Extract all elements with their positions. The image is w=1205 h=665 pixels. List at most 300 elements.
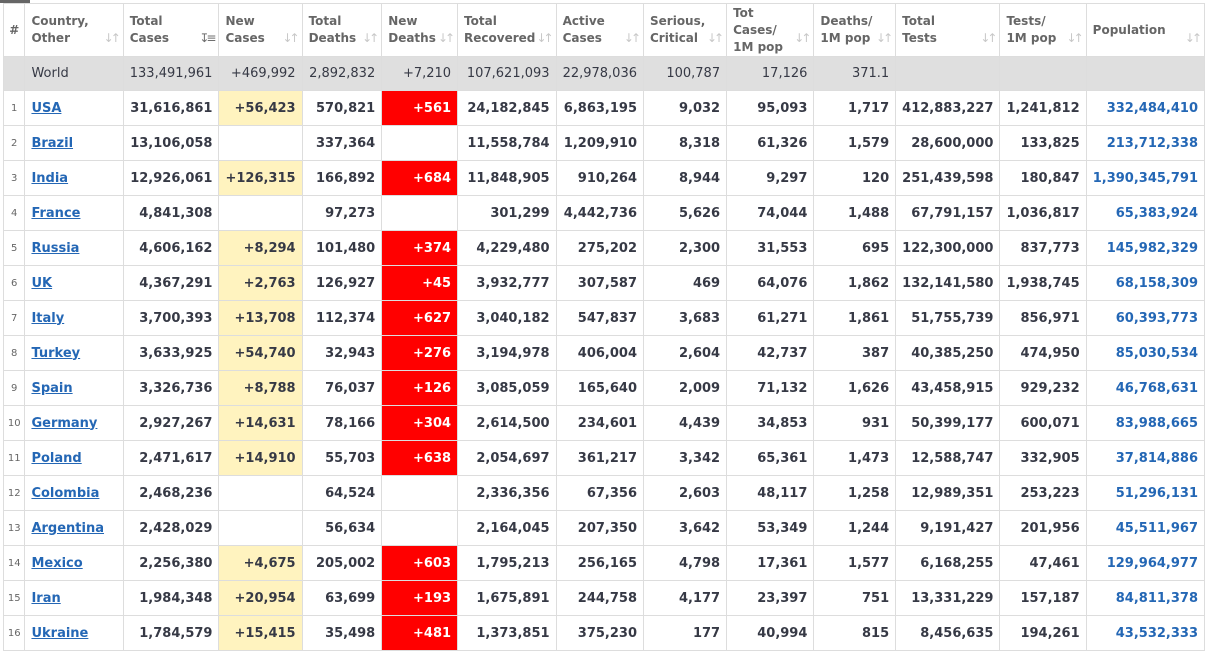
cases-per-1m-cell: 64,076 <box>727 266 814 301</box>
tests-per-1m-cell: 47,461 <box>1000 546 1086 581</box>
total-tests-cell: 8,456,635 <box>896 616 1000 651</box>
active-cases-cell: 307,587 <box>556 266 643 301</box>
table-row <box>4 581 1205 616</box>
cases-per-1m-cell: 23,397 <box>727 581 814 616</box>
country-cell <box>25 336 123 371</box>
sort-arrows-icon[interactable]: ↓↑ <box>103 31 118 45</box>
total-recovered-cell: 2,336,356 <box>458 476 557 511</box>
table-row <box>4 546 1205 581</box>
total-cases-cell: 31,616,861 <box>123 91 219 126</box>
new-deaths-cell: +304 <box>382 406 458 441</box>
cases-per-1m-cell: 95,093 <box>727 91 814 126</box>
table-row <box>4 616 1205 651</box>
country-link[interactable]: Spain <box>31 380 73 396</box>
deaths-per-1m-cell: 1,717 <box>814 91 896 126</box>
total-tests-cell: 51,755,739 <box>896 301 1000 336</box>
population-cell: 37,814,886 <box>1086 441 1204 476</box>
deaths-per-1m-cell: 1,626 <box>814 371 896 406</box>
serious-critical-cell: 177 <box>644 616 727 651</box>
tests-per-1m-cell: 929,232 <box>1000 371 1086 406</box>
country-cell <box>25 371 123 406</box>
total-cases-cell: 3,700,393 <box>123 301 219 336</box>
new-deaths-cell: +374 <box>382 231 458 266</box>
tests-per-1m-cell: 1,938,745 <box>1000 266 1086 301</box>
active-cases-cell: 67,356 <box>556 476 643 511</box>
new-deaths-cell <box>382 511 458 546</box>
new-cases-cell: +20,954 <box>219 581 302 616</box>
country-cell <box>25 616 123 651</box>
table-row <box>4 476 1205 511</box>
cases-per-1m-cell: 71,132 <box>727 371 814 406</box>
total-deaths-cell: 112,374 <box>302 301 382 336</box>
new-cases-cell <box>219 126 302 161</box>
country-link[interactable]: Iran <box>31 590 61 606</box>
row-index: 1 <box>4 91 25 126</box>
column-header-label: New Cases <box>225 14 265 45</box>
new-cases-cell: +15,415 <box>219 616 302 651</box>
column-header-label: Total Recovered <box>464 14 536 45</box>
deaths-per-1m-cell: 815 <box>814 616 896 651</box>
total-cases-cell: 3,326,736 <box>123 371 219 406</box>
new-cases-cell <box>219 511 302 546</box>
row-index: 13 <box>4 511 25 546</box>
country-link[interactable]: Argentina <box>31 520 105 536</box>
country-link[interactable]: India <box>31 170 69 186</box>
tests-per-1m-cell: 253,223 <box>1000 476 1086 511</box>
total-recovered-cell: 11,848,905 <box>458 161 557 196</box>
total-recovered-cell: 1,675,891 <box>458 581 557 616</box>
total-tests-cell: 50,399,177 <box>896 406 1000 441</box>
serious-critical-cell: 2,604 <box>644 336 727 371</box>
population-cell: 83,988,665 <box>1086 406 1204 441</box>
active-cases-cell: 234,601 <box>556 406 643 441</box>
tests-per-1m-cell: 600,071 <box>1000 406 1086 441</box>
total-tests-cell: 122,300,000 <box>896 231 1000 266</box>
row-index: 11 <box>4 441 25 476</box>
column-header-index[interactable] <box>4 4 25 57</box>
row-index: 7 <box>4 301 25 336</box>
country-link[interactable]: Brazil <box>31 135 74 151</box>
population-cell: 85,030,534 <box>1086 336 1204 371</box>
new-deaths-cell <box>382 126 458 161</box>
population-cell: 84,811,378 <box>1086 581 1204 616</box>
tests-per-1m-cell: 474,950 <box>1000 336 1086 371</box>
sort-desc-icon[interactable]: ↧≡ <box>199 31 214 45</box>
total-deaths-cell: 97,273 <box>302 196 382 231</box>
column-header-country[interactable] <box>25 4 123 57</box>
deaths-per-1m-cell: 120 <box>814 161 896 196</box>
row-index: 12 <box>4 476 25 511</box>
deaths-per-1m-cell: 387 <box>814 336 896 371</box>
population-cell: 45,511,967 <box>1086 511 1204 546</box>
new-cases-cell: +56,423 <box>219 91 302 126</box>
population-cell: 43,532,333 <box>1086 616 1204 651</box>
tests-per-1m-cell: 180,847 <box>1000 161 1086 196</box>
sort-arrows-icon[interactable]: ↓↑ <box>536 31 551 45</box>
sort-arrows-icon[interactable]: ↓↑ <box>794 31 809 45</box>
world-total-cases: 133,491,961 <box>123 57 219 91</box>
population-cell: 65,383,924 <box>1086 196 1204 231</box>
world-population <box>1086 57 1204 91</box>
country-cell <box>25 581 123 616</box>
new-deaths-cell: +481 <box>382 616 458 651</box>
tests-per-1m-cell: 201,956 <box>1000 511 1086 546</box>
table-row <box>4 231 1205 266</box>
total-deaths-cell: 76,037 <box>302 371 382 406</box>
total-recovered-cell: 3,932,777 <box>458 266 557 301</box>
deaths-per-1m-cell: 931 <box>814 406 896 441</box>
active-cases-cell: 165,640 <box>556 371 643 406</box>
population-cell: 51,296,131 <box>1086 476 1204 511</box>
total-recovered-cell: 2,614,500 <box>458 406 557 441</box>
serious-critical-cell: 4,798 <box>644 546 727 581</box>
world-total-recovered: 107,621,093 <box>458 57 557 91</box>
new-deaths-cell <box>382 196 458 231</box>
active-cases-cell: 6,863,195 <box>556 91 643 126</box>
total-tests-cell: 12,989,351 <box>896 476 1000 511</box>
population-cell: 213,712,338 <box>1086 126 1204 161</box>
new-deaths-cell: +638 <box>382 441 458 476</box>
total-recovered-cell: 1,795,213 <box>458 546 557 581</box>
cases-per-1m-cell: 31,553 <box>727 231 814 266</box>
country-link[interactable]: Russia <box>31 240 80 256</box>
table-row <box>4 161 1205 196</box>
deaths-per-1m-cell: 1,861 <box>814 301 896 336</box>
total-deaths-cell: 55,703 <box>302 441 382 476</box>
tests-per-1m-cell: 133,825 <box>1000 126 1086 161</box>
sort-arrows-icon[interactable]: ↓↑ <box>980 31 995 45</box>
total-deaths-cell: 101,480 <box>302 231 382 266</box>
active-cases-cell: 207,350 <box>556 511 643 546</box>
new-cases-cell: +13,708 <box>219 301 302 336</box>
new-cases-cell: +14,910 <box>219 441 302 476</box>
country-cell <box>25 231 123 266</box>
cases-per-1m-cell: 34,853 <box>727 406 814 441</box>
new-cases-cell <box>219 476 302 511</box>
new-deaths-cell: +684 <box>382 161 458 196</box>
serious-critical-cell: 2,009 <box>644 371 727 406</box>
tests-per-1m-cell: 1,241,812 <box>1000 91 1086 126</box>
country-cell <box>25 301 123 336</box>
new-deaths-cell: +193 <box>382 581 458 616</box>
column-header-label: Tests/ 1M pop <box>1006 14 1057 45</box>
serious-critical-cell: 8,944 <box>644 161 727 196</box>
total-deaths-cell: 63,699 <box>302 581 382 616</box>
table-row <box>4 511 1205 546</box>
population-cell: 68,158,309 <box>1086 266 1204 301</box>
total-cases-cell: 2,468,236 <box>123 476 219 511</box>
total-tests-cell: 13,331,229 <box>896 581 1000 616</box>
sort-arrows-icon[interactable]: ↓↑ <box>282 31 297 45</box>
column-header-label: Deaths/ 1M pop <box>820 14 873 45</box>
table-row <box>4 126 1205 161</box>
total-deaths-cell: 32,943 <box>302 336 382 371</box>
deaths-per-1m-cell: 751 <box>814 581 896 616</box>
sort-arrows-icon[interactable]: ↓↑ <box>876 31 891 45</box>
cases-per-1m-cell: 65,361 <box>727 441 814 476</box>
column-header-total-recovered[interactable] <box>458 4 557 57</box>
total-cases-cell: 4,606,162 <box>123 231 219 266</box>
world-new-cases: +469,992 <box>219 57 302 91</box>
row-index: 9 <box>4 371 25 406</box>
column-header-total-tests[interactable] <box>896 4 1000 57</box>
column-header-label: Total Tests <box>902 14 937 45</box>
sort-arrows-icon[interactable]: ↓↑ <box>706 31 722 45</box>
total-tests-cell: 9,191,427 <box>896 511 1000 546</box>
new-deaths-cell: +627 <box>382 301 458 336</box>
serious-critical-cell: 8,318 <box>644 126 727 161</box>
cases-per-1m-cell: 61,326 <box>727 126 814 161</box>
row-index: 2 <box>4 126 25 161</box>
tests-per-1m-cell: 1,036,817 <box>1000 196 1086 231</box>
total-tests-cell: 412,883,227 <box>896 91 1000 126</box>
new-deaths-cell: +126 <box>382 371 458 406</box>
serious-critical-cell: 9,032 <box>644 91 727 126</box>
country-cell <box>25 266 123 301</box>
column-header-label: Total Cases <box>129 14 170 45</box>
country-link[interactable]: USA <box>31 100 62 116</box>
new-deaths-cell: +45 <box>382 266 458 301</box>
world-total-deaths: 2,892,832 <box>302 57 382 91</box>
total-recovered-cell: 4,229,480 <box>458 231 557 266</box>
serious-critical-cell: 469 <box>644 266 727 301</box>
new-cases-cell: +2,763 <box>219 266 302 301</box>
country-link[interactable]: Ukraine <box>31 625 89 641</box>
covid-stats-table <box>3 3 1205 651</box>
active-cases-cell: 547,837 <box>556 301 643 336</box>
country-cell <box>25 91 123 126</box>
country-link[interactable]: Colombia <box>31 485 100 501</box>
total-recovered-cell: 24,182,845 <box>458 91 557 126</box>
country-cell <box>25 511 123 546</box>
column-header-total-deaths[interactable] <box>302 4 382 57</box>
population-cell: 145,982,329 <box>1086 231 1204 266</box>
column-header-new-deaths[interactable] <box>382 4 458 57</box>
column-header-label: Population <box>1092 22 1166 37</box>
tests-per-1m-cell: 157,187 <box>1000 581 1086 616</box>
total-cases-cell: 13,106,058 <box>123 126 219 161</box>
new-cases-cell: +126,315 <box>219 161 302 196</box>
country-link[interactable]: Italy <box>31 310 65 326</box>
column-header-label: Total Deaths <box>308 14 357 45</box>
country-cell <box>25 546 123 581</box>
total-recovered-cell: 1,373,851 <box>458 616 557 651</box>
deaths-per-1m-cell: 1,577 <box>814 546 896 581</box>
total-tests-cell: 28,600,000 <box>896 126 1000 161</box>
total-cases-cell: 2,256,380 <box>123 546 219 581</box>
table-row <box>4 266 1205 301</box>
serious-critical-cell: 3,342 <box>644 441 727 476</box>
column-header-label: # <box>9 22 20 37</box>
table-row <box>4 371 1205 406</box>
total-recovered-cell: 3,040,182 <box>458 301 557 336</box>
column-header-population[interactable] <box>1086 4 1204 57</box>
total-cases-cell: 4,841,308 <box>123 196 219 231</box>
total-deaths-cell: 166,892 <box>302 161 382 196</box>
column-header-tests-per-1m[interactable] <box>1000 4 1086 57</box>
column-header-label: Serious, Critical <box>650 14 706 45</box>
column-header-label: Tot Cases/ 1M pop <box>733 5 783 54</box>
deaths-per-1m-cell: 1,244 <box>814 511 896 546</box>
total-cases-cell: 1,784,579 <box>123 616 219 651</box>
deaths-per-1m-cell: 1,258 <box>814 476 896 511</box>
total-cases-cell: 12,926,061 <box>123 161 219 196</box>
population-cell: 1,390,345,791 <box>1086 161 1204 196</box>
row-index: 4 <box>4 196 25 231</box>
total-deaths-cell: 337,364 <box>302 126 382 161</box>
sort-arrows-icon[interactable]: ↓↑ <box>623 31 638 45</box>
cases-per-1m-cell: 42,737 <box>727 336 814 371</box>
deaths-per-1m-cell: 1,473 <box>814 441 896 476</box>
total-recovered-cell: 301,299 <box>458 196 557 231</box>
new-deaths-cell <box>382 476 458 511</box>
table-row <box>4 301 1205 336</box>
country-link[interactable]: France <box>31 205 81 221</box>
cases-per-1m-cell: 17,361 <box>727 546 814 581</box>
world-total-row <box>4 57 1205 91</box>
sort-arrows-icon[interactable]: ↓↑ <box>1184 31 1199 45</box>
row-index: 3 <box>4 161 25 196</box>
new-cases-cell: +14,631 <box>219 406 302 441</box>
country-cell <box>25 126 123 161</box>
row-index: 6 <box>4 266 25 301</box>
total-cases-cell: 2,471,617 <box>123 441 219 476</box>
country-link[interactable]: UK <box>31 275 53 291</box>
column-header-label: New Deaths <box>388 14 436 45</box>
new-cases-cell <box>219 196 302 231</box>
total-tests-cell: 132,141,580 <box>896 266 1000 301</box>
world-active-cases: 22,978,036 <box>556 57 643 91</box>
table-row <box>4 91 1205 126</box>
total-tests-cell: 40,385,250 <box>896 336 1000 371</box>
sort-arrows-icon[interactable]: ↓↑ <box>362 31 377 45</box>
country-cell <box>25 406 123 441</box>
country-cell <box>25 476 123 511</box>
table-row <box>4 336 1205 371</box>
deaths-per-1m-cell: 1,862 <box>814 266 896 301</box>
total-recovered-cell: 3,194,978 <box>458 336 557 371</box>
serious-critical-cell: 4,439 <box>644 406 727 441</box>
country-link[interactable]: Mexico <box>31 555 83 571</box>
world-cases-per-1m: 17,126 <box>727 57 814 91</box>
total-tests-cell: 43,458,915 <box>896 371 1000 406</box>
world-new-deaths: +7,210 <box>382 57 458 91</box>
total-deaths-cell: 126,927 <box>302 266 382 301</box>
total-deaths-cell: 64,524 <box>302 476 382 511</box>
new-cases-cell: +8,788 <box>219 371 302 406</box>
total-cases-cell: 2,927,267 <box>123 406 219 441</box>
total-recovered-cell: 2,164,045 <box>458 511 557 546</box>
table-row <box>4 196 1205 231</box>
total-tests-cell: 67,791,157 <box>896 196 1000 231</box>
country-cell <box>25 161 123 196</box>
column-header-deaths-per-1m[interactable] <box>814 4 896 57</box>
active-cases-cell: 910,264 <box>556 161 643 196</box>
active-cases-cell: 256,165 <box>556 546 643 581</box>
row-index: 14 <box>4 546 25 581</box>
deaths-per-1m-cell: 1,579 <box>814 126 896 161</box>
total-deaths-cell: 56,634 <box>302 511 382 546</box>
new-deaths-cell: +561 <box>382 91 458 126</box>
active-cases-cell: 4,442,736 <box>556 196 643 231</box>
serious-critical-cell: 3,683 <box>644 301 727 336</box>
new-cases-cell: +4,675 <box>219 546 302 581</box>
row-index <box>4 57 25 91</box>
column-header-label: Active Cases <box>562 14 605 45</box>
sort-arrows-icon[interactable]: ↓↑ <box>1066 31 1081 45</box>
active-cases-cell: 1,209,910 <box>556 126 643 161</box>
active-cases-cell: 375,230 <box>556 616 643 651</box>
world-deaths-per-1m: 371.1 <box>814 57 896 91</box>
population-cell: 46,768,631 <box>1086 371 1204 406</box>
total-recovered-cell: 11,558,784 <box>458 126 557 161</box>
world-label: World <box>25 57 123 91</box>
deaths-per-1m-cell: 695 <box>814 231 896 266</box>
row-index: 10 <box>4 406 25 441</box>
column-header-active-cases[interactable] <box>556 4 643 57</box>
serious-critical-cell: 2,300 <box>644 231 727 266</box>
total-recovered-cell: 3,085,059 <box>458 371 557 406</box>
new-cases-cell: +8,294 <box>219 231 302 266</box>
total-tests-cell: 12,588,747 <box>896 441 1000 476</box>
active-cases-cell: 361,217 <box>556 441 643 476</box>
column-header-new-cases[interactable] <box>219 4 302 57</box>
country-link[interactable]: Poland <box>31 450 82 466</box>
world-tests-per-1m <box>1000 57 1086 91</box>
total-cases-cell: 3,633,925 <box>123 336 219 371</box>
tests-per-1m-cell: 856,971 <box>1000 301 1086 336</box>
column-header-label: Country, Other <box>31 14 89 45</box>
total-deaths-cell: 570,821 <box>302 91 382 126</box>
country-cell <box>25 441 123 476</box>
serious-critical-cell: 2,603 <box>644 476 727 511</box>
tests-per-1m-cell: 837,773 <box>1000 231 1086 266</box>
world-serious-critical: 100,787 <box>644 57 727 91</box>
cases-per-1m-cell: 53,349 <box>727 511 814 546</box>
total-cases-cell: 2,428,029 <box>123 511 219 546</box>
cases-per-1m-cell: 40,994 <box>727 616 814 651</box>
serious-critical-cell: 4,177 <box>644 581 727 616</box>
country-cell <box>25 196 123 231</box>
column-header-serious-critical[interactable] <box>644 4 727 57</box>
country-link[interactable]: Turkey <box>31 345 81 361</box>
total-tests-cell: 251,439,598 <box>896 161 1000 196</box>
active-cases-cell: 275,202 <box>556 231 643 266</box>
column-header-cases-per-1m[interactable] <box>727 4 814 57</box>
cases-per-1m-cell: 48,117 <box>727 476 814 511</box>
row-index: 16 <box>4 616 25 651</box>
cases-per-1m-cell: 61,271 <box>727 301 814 336</box>
table-row <box>4 406 1205 441</box>
population-cell: 60,393,773 <box>1086 301 1204 336</box>
total-deaths-cell: 78,166 <box>302 406 382 441</box>
country-link[interactable]: Germany <box>31 415 98 431</box>
sort-arrows-icon[interactable]: ↓↑ <box>437 31 453 45</box>
tests-per-1m-cell: 332,905 <box>1000 441 1086 476</box>
population-cell: 129,964,977 <box>1086 546 1204 581</box>
total-recovered-cell: 2,054,697 <box>458 441 557 476</box>
new-deaths-cell: +603 <box>382 546 458 581</box>
total-cases-cell: 4,367,291 <box>123 266 219 301</box>
row-index: 15 <box>4 581 25 616</box>
deaths-per-1m-cell: 1,488 <box>814 196 896 231</box>
new-cases-cell: +54,740 <box>219 336 302 371</box>
column-header-total-cases[interactable] <box>123 4 219 57</box>
new-deaths-cell: +276 <box>382 336 458 371</box>
total-deaths-cell: 205,002 <box>302 546 382 581</box>
world-total-tests <box>896 57 1000 91</box>
active-cases-cell: 244,758 <box>556 581 643 616</box>
